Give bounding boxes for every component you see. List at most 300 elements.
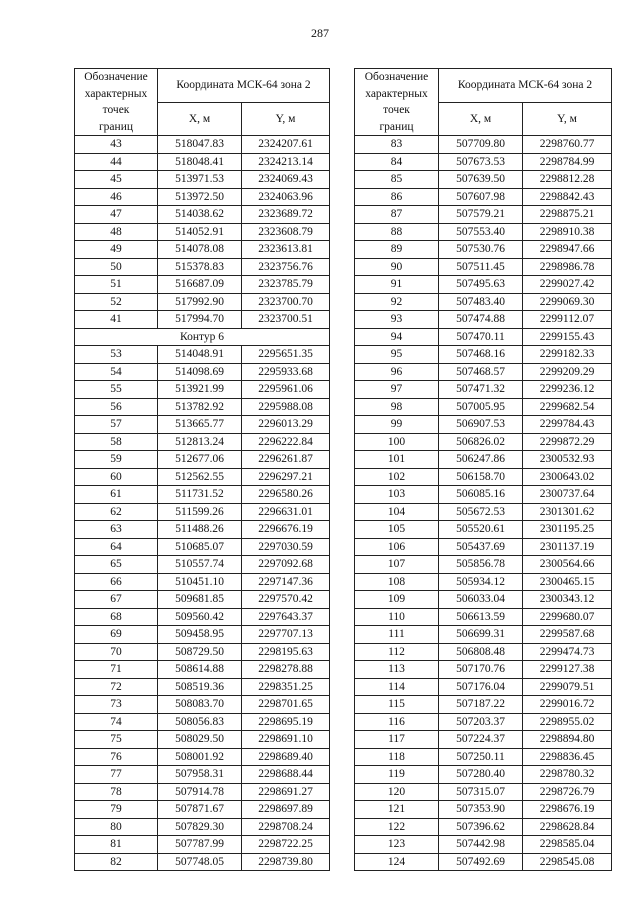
table-row xyxy=(355,626,612,644)
x-coordinate-cell: 514078.08 xyxy=(158,241,242,259)
y-coordinate-cell: 2299236.12 xyxy=(523,381,612,399)
table-row xyxy=(355,503,612,521)
table-row xyxy=(355,293,612,311)
point-number-cell: 97 xyxy=(355,381,439,399)
point-number-cell: 77 xyxy=(75,766,158,784)
x-coordinate-cell: 507442.98 xyxy=(439,836,523,854)
contour-row xyxy=(75,328,330,346)
coordinates-table-left xyxy=(74,68,330,871)
y-coordinate-cell: 2298894.80 xyxy=(523,731,612,749)
point-number-cell: 46 xyxy=(75,188,158,206)
x-coordinate-cell: 509458.95 xyxy=(158,626,242,644)
point-number-cell: 65 xyxy=(75,556,158,574)
x-coordinate-cell: 513972.50 xyxy=(158,188,242,206)
x-coordinate-cell: 507748.05 xyxy=(158,853,242,871)
y-coordinate-cell: 2298278.88 xyxy=(242,661,330,679)
table-row xyxy=(355,731,612,749)
point-number-cell: 106 xyxy=(355,538,439,556)
point-number-cell: 56 xyxy=(75,398,158,416)
y-coordinate-cell: 2295961.06 xyxy=(242,381,330,399)
x-coordinate-cell: 508029.50 xyxy=(158,731,242,749)
table-row xyxy=(75,766,330,784)
point-number-cell: 100 xyxy=(355,433,439,451)
y-coordinate-cell: 2300465.15 xyxy=(523,573,612,591)
point-number-cell: 79 xyxy=(75,801,158,819)
y-coordinate-cell: 2299682.54 xyxy=(523,398,612,416)
x-coordinate-cell: 507224.37 xyxy=(439,731,523,749)
table-row xyxy=(75,416,330,434)
point-number-cell: 91 xyxy=(355,276,439,294)
point-number-cell: 102 xyxy=(355,468,439,486)
table-row xyxy=(75,258,330,276)
point-number-cell: 81 xyxy=(75,836,158,854)
table-row xyxy=(355,783,612,801)
y-coordinate-cell: 2299127.38 xyxy=(523,661,612,679)
point-header-line: Обозначение xyxy=(84,71,148,83)
y-coordinate-cell: 2295933.68 xyxy=(242,363,330,381)
point-number-cell: 83 xyxy=(355,136,439,154)
table-row xyxy=(75,136,330,154)
table-row xyxy=(355,853,612,871)
y-coordinate-cell: 2298986.78 xyxy=(523,258,612,276)
coordinate-system-header: Координата МСК-64 зона 2 xyxy=(439,69,612,103)
point-number-cell: 109 xyxy=(355,591,439,609)
point-header-line: границ xyxy=(98,120,134,133)
table-row xyxy=(355,748,612,766)
point-number-cell: 111 xyxy=(355,626,439,644)
y-coordinate-cell: 2300737.64 xyxy=(523,486,612,504)
table-row xyxy=(355,661,612,679)
y-coordinate-cell: 2298708.24 xyxy=(242,818,330,836)
x-coordinate-cell: 506247.86 xyxy=(439,451,523,469)
y-column-header: Y, м xyxy=(523,102,612,136)
table-row xyxy=(355,696,612,714)
y-coordinate-cell: 2301137.19 xyxy=(523,538,612,556)
x-coordinate-cell: 506158.70 xyxy=(439,468,523,486)
x-coordinate-cell: 513665.77 xyxy=(158,416,242,434)
x-coordinate-cell: 507579.21 xyxy=(439,206,523,224)
table-row xyxy=(355,241,612,259)
x-coordinate-cell: 514052.91 xyxy=(158,223,242,241)
y-coordinate-cell: 2299069.30 xyxy=(523,293,612,311)
y-coordinate-cell: 2323608.79 xyxy=(242,223,330,241)
x-coordinate-cell: 513921.99 xyxy=(158,381,242,399)
x-coordinate-cell: 507396.62 xyxy=(439,818,523,836)
point-number-cell: 74 xyxy=(75,713,158,731)
table-row xyxy=(355,678,612,696)
table-row xyxy=(75,573,330,591)
table-row xyxy=(355,608,612,626)
x-coordinate-cell: 514038.62 xyxy=(158,206,242,224)
x-coordinate-cell: 507280.40 xyxy=(439,766,523,784)
x-coordinate-cell: 509560.42 xyxy=(158,608,242,626)
x-coordinate-cell: 505934.12 xyxy=(439,573,523,591)
x-coordinate-cell: 517992.90 xyxy=(158,293,242,311)
y-coordinate-cell: 2299587.68 xyxy=(523,626,612,644)
point-header-line: границ xyxy=(379,120,414,133)
x-coordinate-cell: 507958.31 xyxy=(158,766,242,784)
y-coordinate-cell: 2298842.43 xyxy=(523,188,612,206)
y-coordinate-cell: 2298910.38 xyxy=(523,223,612,241)
table-row xyxy=(355,591,612,609)
y-coordinate-cell: 2296580.26 xyxy=(242,486,330,504)
table-row xyxy=(75,853,330,871)
table-row xyxy=(75,696,330,714)
point-number-cell: 60 xyxy=(75,468,158,486)
y-coordinate-cell: 2298812.28 xyxy=(523,171,612,189)
y-coordinate-cell: 2300643.02 xyxy=(523,468,612,486)
x-coordinate-cell: 507829.30 xyxy=(158,818,242,836)
point-number-cell: 103 xyxy=(355,486,439,504)
table-row xyxy=(75,346,330,364)
y-coordinate-cell: 2296297.21 xyxy=(242,468,330,486)
point-number-cell: 82 xyxy=(75,853,158,871)
y-coordinate-cell: 2301195.25 xyxy=(523,521,612,539)
point-number-cell: 44 xyxy=(75,153,158,171)
point-number-cell: 57 xyxy=(75,416,158,434)
table-row xyxy=(75,398,330,416)
table-row xyxy=(75,556,330,574)
x-coordinate-cell: 508519.36 xyxy=(158,678,242,696)
y-coordinate-cell: 2323700.51 xyxy=(242,311,330,329)
x-coordinate-cell: 507709.80 xyxy=(439,136,523,154)
x-coordinate-cell: 505672.53 xyxy=(439,503,523,521)
y-coordinate-cell: 2324069.43 xyxy=(242,171,330,189)
x-coordinate-cell: 510451.10 xyxy=(158,573,242,591)
y-coordinate-cell: 2296013.29 xyxy=(242,416,330,434)
point-number-cell: 93 xyxy=(355,311,439,329)
table-row xyxy=(355,766,612,784)
table-row xyxy=(355,556,612,574)
point-number-cell: 119 xyxy=(355,766,439,784)
table-row xyxy=(75,591,330,609)
table-row xyxy=(355,538,612,556)
table-row xyxy=(355,136,612,154)
point-number-cell: 84 xyxy=(355,153,439,171)
point-number-cell: 94 xyxy=(355,328,439,346)
y-coordinate-cell: 2295651.35 xyxy=(242,346,330,364)
y-coordinate-cell: 2298780.32 xyxy=(523,766,612,784)
x-coordinate-cell: 518048.41 xyxy=(158,153,242,171)
y-coordinate-cell: 2296222.84 xyxy=(242,433,330,451)
x-coordinate-cell: 505520.61 xyxy=(439,521,523,539)
point-number-cell: 49 xyxy=(75,241,158,259)
y-coordinate-cell: 2298701.65 xyxy=(242,696,330,714)
point-number-cell: 51 xyxy=(75,276,158,294)
point-number-cell: 58 xyxy=(75,433,158,451)
y-coordinate-cell: 2301301.62 xyxy=(523,503,612,521)
point-number-cell: 87 xyxy=(355,206,439,224)
y-coordinate-cell: 2299016.72 xyxy=(523,696,612,714)
table-row xyxy=(355,398,612,416)
point-number-cell: 72 xyxy=(75,678,158,696)
table-row xyxy=(75,748,330,766)
x-coordinate-cell: 507474.88 xyxy=(439,311,523,329)
table-body-right xyxy=(355,136,612,871)
y-coordinate-cell: 2298875.21 xyxy=(523,206,612,224)
y-coordinate-cell: 2296676.19 xyxy=(242,521,330,539)
table-row xyxy=(75,311,330,329)
point-number-cell: 55 xyxy=(75,381,158,399)
y-coordinate-cell: 2299680.07 xyxy=(523,608,612,626)
y-coordinate-cell: 2298676.19 xyxy=(523,801,612,819)
y-coordinate-cell: 2298545.08 xyxy=(523,853,612,871)
table-row xyxy=(355,521,612,539)
point-number-cell: 59 xyxy=(75,451,158,469)
point-number-cell: 76 xyxy=(75,748,158,766)
x-coordinate-cell: 512562.55 xyxy=(158,468,242,486)
y-coordinate-cell: 2298836.45 xyxy=(523,748,612,766)
y-coordinate-cell: 2298688.44 xyxy=(242,766,330,784)
x-coordinate-cell: 507250.11 xyxy=(439,748,523,766)
table-row xyxy=(75,206,330,224)
point-number-cell: 88 xyxy=(355,223,439,241)
point-number-cell: 105 xyxy=(355,521,439,539)
x-coordinate-cell: 507468.57 xyxy=(439,363,523,381)
point-number-cell: 80 xyxy=(75,818,158,836)
table-row xyxy=(75,153,330,171)
y-coordinate-cell: 2323785.79 xyxy=(242,276,330,294)
x-coordinate-cell: 511599.26 xyxy=(158,503,242,521)
y-coordinate-cell: 2324063.96 xyxy=(242,188,330,206)
point-number-cell: 104 xyxy=(355,503,439,521)
y-coordinate-cell: 2298955.02 xyxy=(523,713,612,731)
table-row xyxy=(355,223,612,241)
table-row xyxy=(75,223,330,241)
y-coordinate-cell: 2297147.36 xyxy=(242,573,330,591)
y-coordinate-cell: 2323613.81 xyxy=(242,241,330,259)
point-number-cell: 107 xyxy=(355,556,439,574)
y-coordinate-cell: 2297707.13 xyxy=(242,626,330,644)
y-coordinate-cell: 2299079.51 xyxy=(523,678,612,696)
table-row xyxy=(355,643,612,661)
x-coordinate-cell: 514048.91 xyxy=(158,346,242,364)
y-coordinate-cell: 2296631.01 xyxy=(242,503,330,521)
table-row xyxy=(75,451,330,469)
x-coordinate-cell: 506699.31 xyxy=(439,626,523,644)
x-coordinate-cell: 505437.69 xyxy=(439,538,523,556)
point-header-line: характерных xyxy=(365,87,428,100)
point-number-cell: 75 xyxy=(75,731,158,749)
table-row xyxy=(355,836,612,854)
x-coordinate-cell: 508614.88 xyxy=(158,661,242,679)
table-row xyxy=(355,346,612,364)
x-coordinate-cell: 510685.07 xyxy=(158,538,242,556)
y-coordinate-cell: 2298195.63 xyxy=(242,643,330,661)
x-coordinate-cell: 507492.69 xyxy=(439,853,523,871)
point-number-cell: 124 xyxy=(355,853,439,871)
x-coordinate-cell: 506085.16 xyxy=(439,486,523,504)
table-row xyxy=(75,521,330,539)
y-coordinate-cell: 2297030.59 xyxy=(242,538,330,556)
point-column-header xyxy=(75,69,158,136)
x-coordinate-cell: 507871.67 xyxy=(158,801,242,819)
x-coordinate-cell: 507470.11 xyxy=(439,328,523,346)
point-number-cell: 70 xyxy=(75,643,158,661)
x-coordinate-cell: 517994.70 xyxy=(158,311,242,329)
table-row xyxy=(75,381,330,399)
x-coordinate-cell: 507914.78 xyxy=(158,783,242,801)
table-row xyxy=(75,171,330,189)
point-number-cell: 108 xyxy=(355,573,439,591)
x-coordinate-cell: 508001.92 xyxy=(158,748,242,766)
y-coordinate-cell: 2300564.66 xyxy=(523,556,612,574)
y-coordinate-cell: 2323756.76 xyxy=(242,258,330,276)
x-coordinate-cell: 507176.04 xyxy=(439,678,523,696)
y-coordinate-cell: 2298726.79 xyxy=(523,783,612,801)
point-column-header xyxy=(355,69,439,136)
y-coordinate-cell: 2298784.99 xyxy=(523,153,612,171)
point-number-cell: 85 xyxy=(355,171,439,189)
table-row xyxy=(355,468,612,486)
table-row xyxy=(355,276,612,294)
table-row xyxy=(75,626,330,644)
y-coordinate-cell: 2299872.29 xyxy=(523,433,612,451)
y-coordinate-cell: 2298695.19 xyxy=(242,713,330,731)
x-coordinate-cell: 507530.76 xyxy=(439,241,523,259)
table-row xyxy=(355,486,612,504)
x-coordinate-cell: 511731.52 xyxy=(158,486,242,504)
y-coordinate-cell: 2298722.25 xyxy=(242,836,330,854)
table-row xyxy=(355,311,612,329)
point-number-cell: 90 xyxy=(355,258,439,276)
table-row xyxy=(355,801,612,819)
point-number-cell: 64 xyxy=(75,538,158,556)
y-coordinate-cell: 2298697.89 xyxy=(242,801,330,819)
table-row xyxy=(75,241,330,259)
y-coordinate-cell: 2298760.77 xyxy=(523,136,612,154)
table-row xyxy=(75,468,330,486)
point-number-cell: 52 xyxy=(75,293,158,311)
y-coordinate-cell: 2299474.73 xyxy=(523,643,612,661)
point-number-cell: 61 xyxy=(75,486,158,504)
coordinates-table-right xyxy=(354,68,612,871)
table-row xyxy=(75,538,330,556)
point-number-cell: 99 xyxy=(355,416,439,434)
y-coordinate-cell: 2298691.27 xyxy=(242,783,330,801)
table-row xyxy=(355,416,612,434)
point-number-cell: 121 xyxy=(355,801,439,819)
table-row xyxy=(75,503,330,521)
x-coordinate-cell: 506826.02 xyxy=(439,433,523,451)
point-number-cell: 54 xyxy=(75,363,158,381)
x-coordinate-cell: 508056.83 xyxy=(158,713,242,731)
y-coordinate-cell: 2297643.37 xyxy=(242,608,330,626)
table-row xyxy=(75,818,330,836)
x-coordinate-cell: 507673.53 xyxy=(439,153,523,171)
point-number-cell: 110 xyxy=(355,608,439,626)
y-coordinate-cell: 2298691.10 xyxy=(242,731,330,749)
point-number-cell: 63 xyxy=(75,521,158,539)
table-row xyxy=(355,451,612,469)
table-row xyxy=(75,433,330,451)
point-number-cell: 67 xyxy=(75,591,158,609)
table-row xyxy=(355,818,612,836)
page-number: 287 xyxy=(311,26,329,40)
point-number-cell: 92 xyxy=(355,293,439,311)
contour-label: Контур 6 xyxy=(75,328,330,346)
point-number-cell: 53 xyxy=(75,346,158,364)
x-coordinate-cell: 515378.83 xyxy=(158,258,242,276)
x-coordinate-cell: 507468.16 xyxy=(439,346,523,364)
point-number-cell: 43 xyxy=(75,136,158,154)
point-number-cell: 112 xyxy=(355,643,439,661)
point-number-cell: 114 xyxy=(355,678,439,696)
x-coordinate-cell: 516687.09 xyxy=(158,276,242,294)
y-coordinate-cell: 2323700.70 xyxy=(242,293,330,311)
table-row xyxy=(355,573,612,591)
table-row xyxy=(355,433,612,451)
y-coordinate-cell: 2299182.33 xyxy=(523,346,612,364)
x-coordinate-cell: 507471.32 xyxy=(439,381,523,399)
table-row xyxy=(355,153,612,171)
point-number-cell: 118 xyxy=(355,748,439,766)
point-number-cell: 120 xyxy=(355,783,439,801)
x-coordinate-cell: 508729.50 xyxy=(158,643,242,661)
point-header-line: точек xyxy=(383,104,410,116)
y-coordinate-cell: 2300532.93 xyxy=(523,451,612,469)
x-coordinate-cell: 506613.59 xyxy=(439,608,523,626)
x-coordinate-cell: 508083.70 xyxy=(158,696,242,714)
x-coordinate-cell: 507511.45 xyxy=(439,258,523,276)
table-row xyxy=(75,783,330,801)
table-row xyxy=(75,661,330,679)
x-coordinate-cell: 507639.50 xyxy=(439,171,523,189)
x-coordinate-cell: 507187.22 xyxy=(439,696,523,714)
x-coordinate-cell: 506808.48 xyxy=(439,643,523,661)
table-row xyxy=(75,293,330,311)
point-number-cell: 115 xyxy=(355,696,439,714)
point-number-cell: 86 xyxy=(355,188,439,206)
y-coordinate-cell: 2323689.72 xyxy=(242,206,330,224)
table-row xyxy=(75,678,330,696)
y-coordinate-cell: 2299112.07 xyxy=(523,311,612,329)
y-coordinate-cell: 2299155.43 xyxy=(523,328,612,346)
x-coordinate-cell: 507170.76 xyxy=(439,661,523,679)
x-coordinate-cell: 512813.24 xyxy=(158,433,242,451)
point-number-cell: 78 xyxy=(75,783,158,801)
y-coordinate-cell: 2296261.87 xyxy=(242,451,330,469)
point-number-cell: 69 xyxy=(75,626,158,644)
point-number-cell: 96 xyxy=(355,363,439,381)
x-coordinate-cell: 506907.53 xyxy=(439,416,523,434)
x-coordinate-cell: 513782.92 xyxy=(158,398,242,416)
point-number-cell: 48 xyxy=(75,223,158,241)
x-coordinate-cell: 507005.95 xyxy=(439,398,523,416)
x-coordinate-cell: 510557.74 xyxy=(158,556,242,574)
point-number-cell: 117 xyxy=(355,731,439,749)
x-coordinate-cell: 514098.69 xyxy=(158,363,242,381)
y-coordinate-cell: 2324207.61 xyxy=(242,136,330,154)
table-row xyxy=(75,608,330,626)
x-coordinate-cell: 507483.40 xyxy=(439,293,523,311)
table-row xyxy=(75,363,330,381)
point-number-cell: 45 xyxy=(75,171,158,189)
table-row xyxy=(355,171,612,189)
point-number-cell: 89 xyxy=(355,241,439,259)
table-row xyxy=(355,258,612,276)
table-row xyxy=(355,381,612,399)
x-coordinate-cell: 518047.83 xyxy=(158,136,242,154)
x-coordinate-cell: 507315.07 xyxy=(439,783,523,801)
table-row xyxy=(75,276,330,294)
y-coordinate-cell: 2300343.12 xyxy=(523,591,612,609)
y-coordinate-cell: 2299784.43 xyxy=(523,416,612,434)
x-coordinate-cell: 507787.99 xyxy=(158,836,242,854)
point-number-cell: 66 xyxy=(75,573,158,591)
x-coordinate-cell: 506033.04 xyxy=(439,591,523,609)
point-number-cell: 62 xyxy=(75,503,158,521)
